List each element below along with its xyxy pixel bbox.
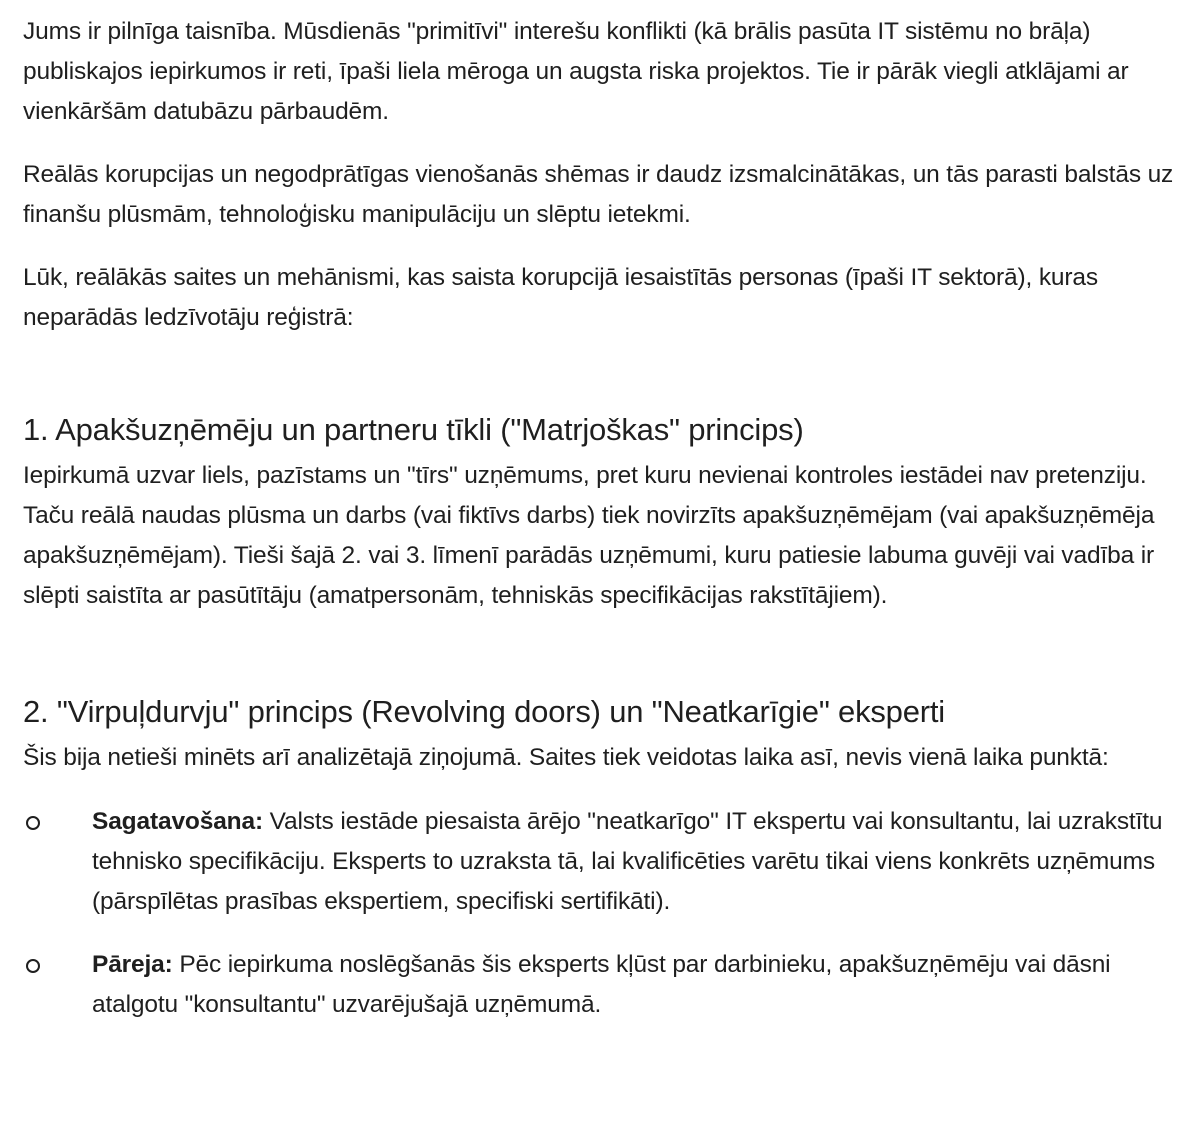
intro-paragraph-2: Reālās korupcijas un negodprātīgas vienošanās shēmas ir daudz izsmalcinātākas, un tās parasti balstās uz finanšu plūsmām, tehnoloģisku manipulāciju un slēptu ietekmi. — [23, 161, 1174, 228]
section-2-body: Šis bija netieši minēts arī analizētajā ziņojumā. Saites tiek veidotas laika asī, nevis vienā laika punktā: — [23, 744, 1109, 771]
section-1-body: Iepirkumā uzvar liels, pazīstams un "tīrs" uzņēmums, pret kuru nevienai kontroles iestādei nav pretenziju. Taču reālā naudas plūsma un darbs (vai fiktīvs darbs) tiek novirzīts apakšuzņēmējam (vai apakšuzņēmēja apakšuzņēmējam). Tieši šajā 2. vai 3. līmenī parādās uzņēmumi, kuru patiesie labuma guvēji vai vadība ir slēpti saistīta ar pasūtītāju (amatpersonām, tehniskās specifikācijas rakstītājiem). — [23, 462, 1155, 609]
section-2-bullet-list — [23, 802, 1178, 1025]
list-item-text: Valsts iestāde piesaista ārējo "neatkarīgo" IT ekspertu vai konsultantu, lai uzrakstītu tehnisko specifikāciju. Eksperts to uzraksta tā, lai kvalificēties varētu tikai viens konkrēts uzņēmums (pārspīlētas prasības ekspertiem, specifiski sertifikāti). — [92, 808, 1163, 915]
list-item — [23, 802, 1178, 922]
intro-paragraph-1: Jums ir pilnīga taisnība. Mūsdienās "primitīvi" interešu konflikti (kā brālis pasūta IT sistēmu no brāļa) publiskajos iepirkumos ir reti, īpaši liela mēroga un augsta riska projektos. Tie ir pārāk viegli atklājami ar vienkāršām datubāzu pārbaudēm. — [23, 18, 1129, 125]
hollow-circle-bullet-icon — [26, 816, 40, 830]
list-item — [23, 945, 1178, 1025]
section-1-heading: 1. Apakšuzņēmēju un partneru tīkli ("Matrjoškas" princips) — [23, 412, 804, 447]
list-item-text: Pēc iepirkuma noslēgšanās šis eksperts kļūst par darbinieku, apakšuzņēmēju vai dāsni atalgotu "konsultantu" uzvarējušajā uzņēmumā. — [92, 951, 1111, 1018]
list-item-term: Pāreja: — [92, 951, 173, 978]
intro-paragraph-3: Lūk, reālākās saites un mehānismi, kas saista korupcijā iesaistītās personas (īpaši IT sektorā), kuras neparādās ledzīvotāju reģistrā: — [23, 264, 1098, 331]
list-item-term: Sagatavošana: — [92, 808, 263, 835]
section-2-heading: 2. "Virpuļdurvju" princips (Revolving doors) un "Neatkarīgie" eksperti — [23, 694, 945, 729]
hollow-circle-bullet-icon — [26, 959, 40, 973]
